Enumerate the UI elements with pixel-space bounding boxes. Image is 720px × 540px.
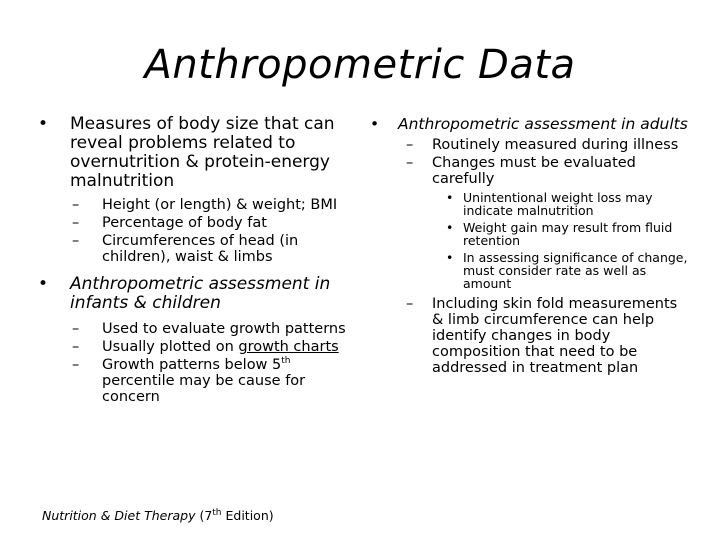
dash-glyph: – <box>72 339 80 355</box>
right-sub-3 <box>370 296 690 376</box>
right-column <box>370 116 690 376</box>
footer-edition-post: Edition) <box>221 508 274 523</box>
dash-glyph: – <box>72 233 80 249</box>
left-sub-4-text: Used to evaluate growth patterns <box>102 321 346 337</box>
bullet-glyph: • <box>446 190 454 205</box>
left-sub-3-text: Circumferences of head (in children), waist & limbs <box>102 233 299 265</box>
right-sub-3-text: Including skin fold measurements & limb circumference can help identify changes in body composition that need to be addressed in treatment plan <box>432 296 678 376</box>
dash-glyph: – <box>406 137 414 153</box>
right-subsub-3-text: In assessing significance of change, must consider rate as well as amount <box>463 250 688 291</box>
left-sub-6-text: Growth patterns below 5 <box>102 357 282 373</box>
left-sub-6 <box>38 357 358 405</box>
footer-superscript-th: th <box>212 507 222 518</box>
right-bullet-1 <box>370 116 690 133</box>
right-sub-1-text: Routinely measured during illness <box>432 137 679 153</box>
left-column <box>38 115 358 405</box>
dash-glyph: – <box>72 215 80 231</box>
left-sub-6-text-post: percentile may be cause for concern <box>102 373 306 405</box>
dash-glyph: – <box>72 197 80 213</box>
footer-edition-pre: (7 <box>195 508 213 523</box>
left-bullet-1-text: Measures of body size that can reveal problems related to overnutrition & protein-energy malnutrition <box>70 114 335 191</box>
left-sub-1 <box>38 197 358 213</box>
right-sub-1 <box>370 137 690 153</box>
right-subsub-2-text: Weight gain may result from fluid retention <box>463 220 673 248</box>
bullet-glyph: • <box>38 114 49 134</box>
right-subsub-2 <box>370 221 690 247</box>
left-sub-4 <box>38 321 358 337</box>
footer-book-title: Nutrition & Diet Therapy <box>42 508 196 523</box>
dash-glyph: – <box>406 155 414 171</box>
slide-title: Anthropometric Data <box>144 42 576 88</box>
superscript-th: th <box>281 356 291 367</box>
left-bullet-2 <box>38 275 358 313</box>
bullet-glyph: • <box>446 220 454 235</box>
left-sub-2 <box>38 215 358 231</box>
slide-footer <box>42 508 274 523</box>
bullet-glyph: • <box>370 115 380 133</box>
bullet-glyph: • <box>38 274 49 294</box>
dash-glyph: – <box>72 321 80 337</box>
bullet-glyph: • <box>446 250 454 265</box>
right-bullet-1-text: Anthropometric assessment in adults <box>398 115 688 133</box>
growth-charts-link[interactable]: growth charts <box>238 339 339 355</box>
left-sub-5 <box>38 339 358 355</box>
right-sub-2-text: Changes must be evaluated carefully <box>432 155 636 187</box>
left-sub-5-text: Usually plotted on <box>102 339 239 355</box>
right-subsub-3 <box>370 251 690 290</box>
right-subsub-1-text: Unintentional weight loss may indicate malnutrition <box>463 190 653 218</box>
left-bullet-1 <box>38 115 358 191</box>
dash-glyph: – <box>72 357 80 373</box>
dash-glyph: – <box>406 296 414 312</box>
left-sub-2-text: Percentage of body fat <box>102 215 267 231</box>
left-sub-1-text: Height (or length) & weight; BMI <box>102 197 338 213</box>
left-sub-3 <box>38 233 358 265</box>
left-bullet-2-text: Anthropometric assessment in infants & children <box>70 274 331 313</box>
right-sub-2 <box>370 155 690 187</box>
right-subsub-1 <box>370 191 690 217</box>
